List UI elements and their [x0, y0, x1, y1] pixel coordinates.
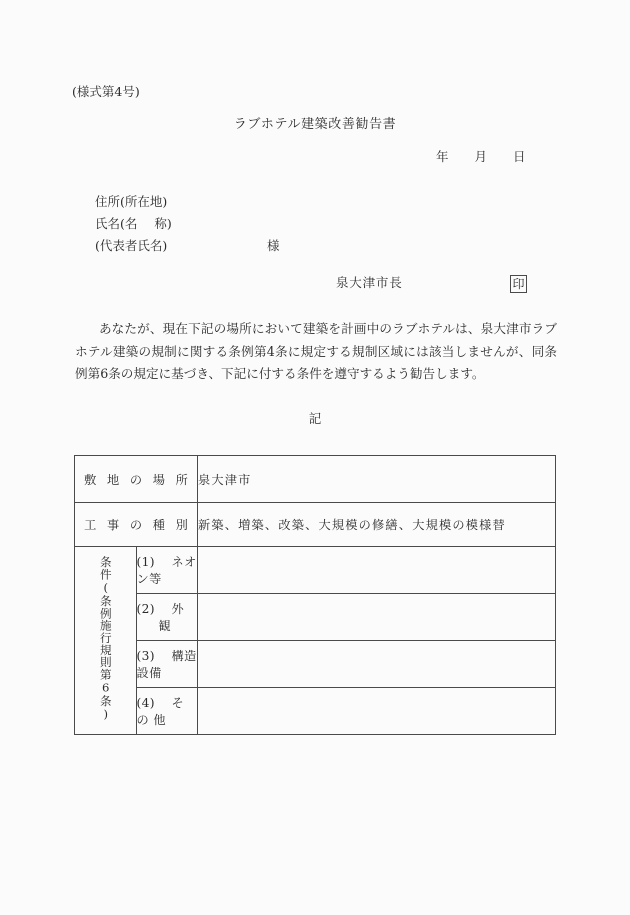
condition-label-other	[136, 688, 198, 735]
condition-number: (1)	[136, 555, 155, 569]
condition-label-text: 構造設備	[136, 649, 197, 680]
addressee-name-label-part2: 称)	[154, 216, 172, 231]
conditions-table	[74, 455, 556, 735]
condition-number: (4)	[136, 696, 155, 710]
table-row	[75, 641, 556, 688]
addressee-representative-row	[95, 235, 280, 257]
addressee-address-row	[95, 191, 172, 213]
table-row	[75, 456, 556, 503]
addressee-block	[95, 191, 280, 257]
site-location-label: 敷 地 の 場 所	[75, 456, 198, 503]
addressee-honorific: 様	[267, 238, 280, 253]
work-type-label: 工 事 の 種 別	[75, 503, 198, 547]
condition-label-text: 外	[171, 602, 185, 616]
condition-value-structure[interactable]	[198, 641, 556, 688]
addressee-name-row	[95, 213, 172, 235]
site-location-value[interactable]: 泉大津市	[198, 456, 556, 503]
condition-label-appearance	[136, 594, 198, 641]
table-row	[75, 547, 556, 594]
ki-mark: 記	[308, 411, 322, 426]
condition-value-appearance[interactable]	[198, 594, 556, 641]
table-row	[75, 594, 556, 641]
condition-label-neon	[136, 547, 198, 594]
date-month-label: 月	[474, 149, 488, 164]
conditions-vertical-label-text: 条件(条例施行規則第6条)	[98, 556, 113, 722]
form-number: (様式第4号)	[72, 84, 140, 99]
condition-label-text: そ の 他	[136, 696, 185, 727]
condition-value-neon[interactable]	[198, 547, 556, 594]
addressee-address-label: 住所(所在地)	[95, 194, 168, 209]
date-line	[436, 151, 526, 164]
addressee-name-label-part1: 氏名(名	[95, 216, 138, 231]
table-row	[75, 688, 556, 735]
conditions-vertical-label	[75, 547, 137, 735]
condition-number: (3)	[136, 649, 155, 663]
body-paragraph	[75, 318, 557, 386]
condition-label-text: ネオン等	[136, 555, 197, 586]
issuer-title: 泉大津市長	[336, 275, 403, 290]
work-type-value[interactable]: 新築、増築、改築、大規模の修繕、大規模の模様替	[198, 503, 556, 547]
seal-icon: 印	[510, 275, 527, 293]
condition-label-text-2: 観	[158, 619, 172, 633]
condition-label-structure	[136, 641, 198, 688]
condition-number: (2)	[136, 602, 155, 616]
body-paragraph-text: あなたが、現在下記の場所において建築を計画中のラブホテルは、泉大津市ラブホテル建築の規制に関する条例第4条に規定する規制区域には該当しませんが、同条例第6条の規定に基づき、下記に付する条件を遵守するよう勧告します。	[75, 321, 557, 381]
date-day-label: 日	[513, 149, 526, 164]
date-year-label: 年	[436, 149, 449, 164]
document-title: ラブホテル建築改善勧告書	[233, 117, 397, 132]
condition-value-other[interactable]	[198, 688, 556, 735]
table-row	[75, 503, 556, 547]
addressee-representative-label: (代表者氏名)	[95, 238, 168, 253]
